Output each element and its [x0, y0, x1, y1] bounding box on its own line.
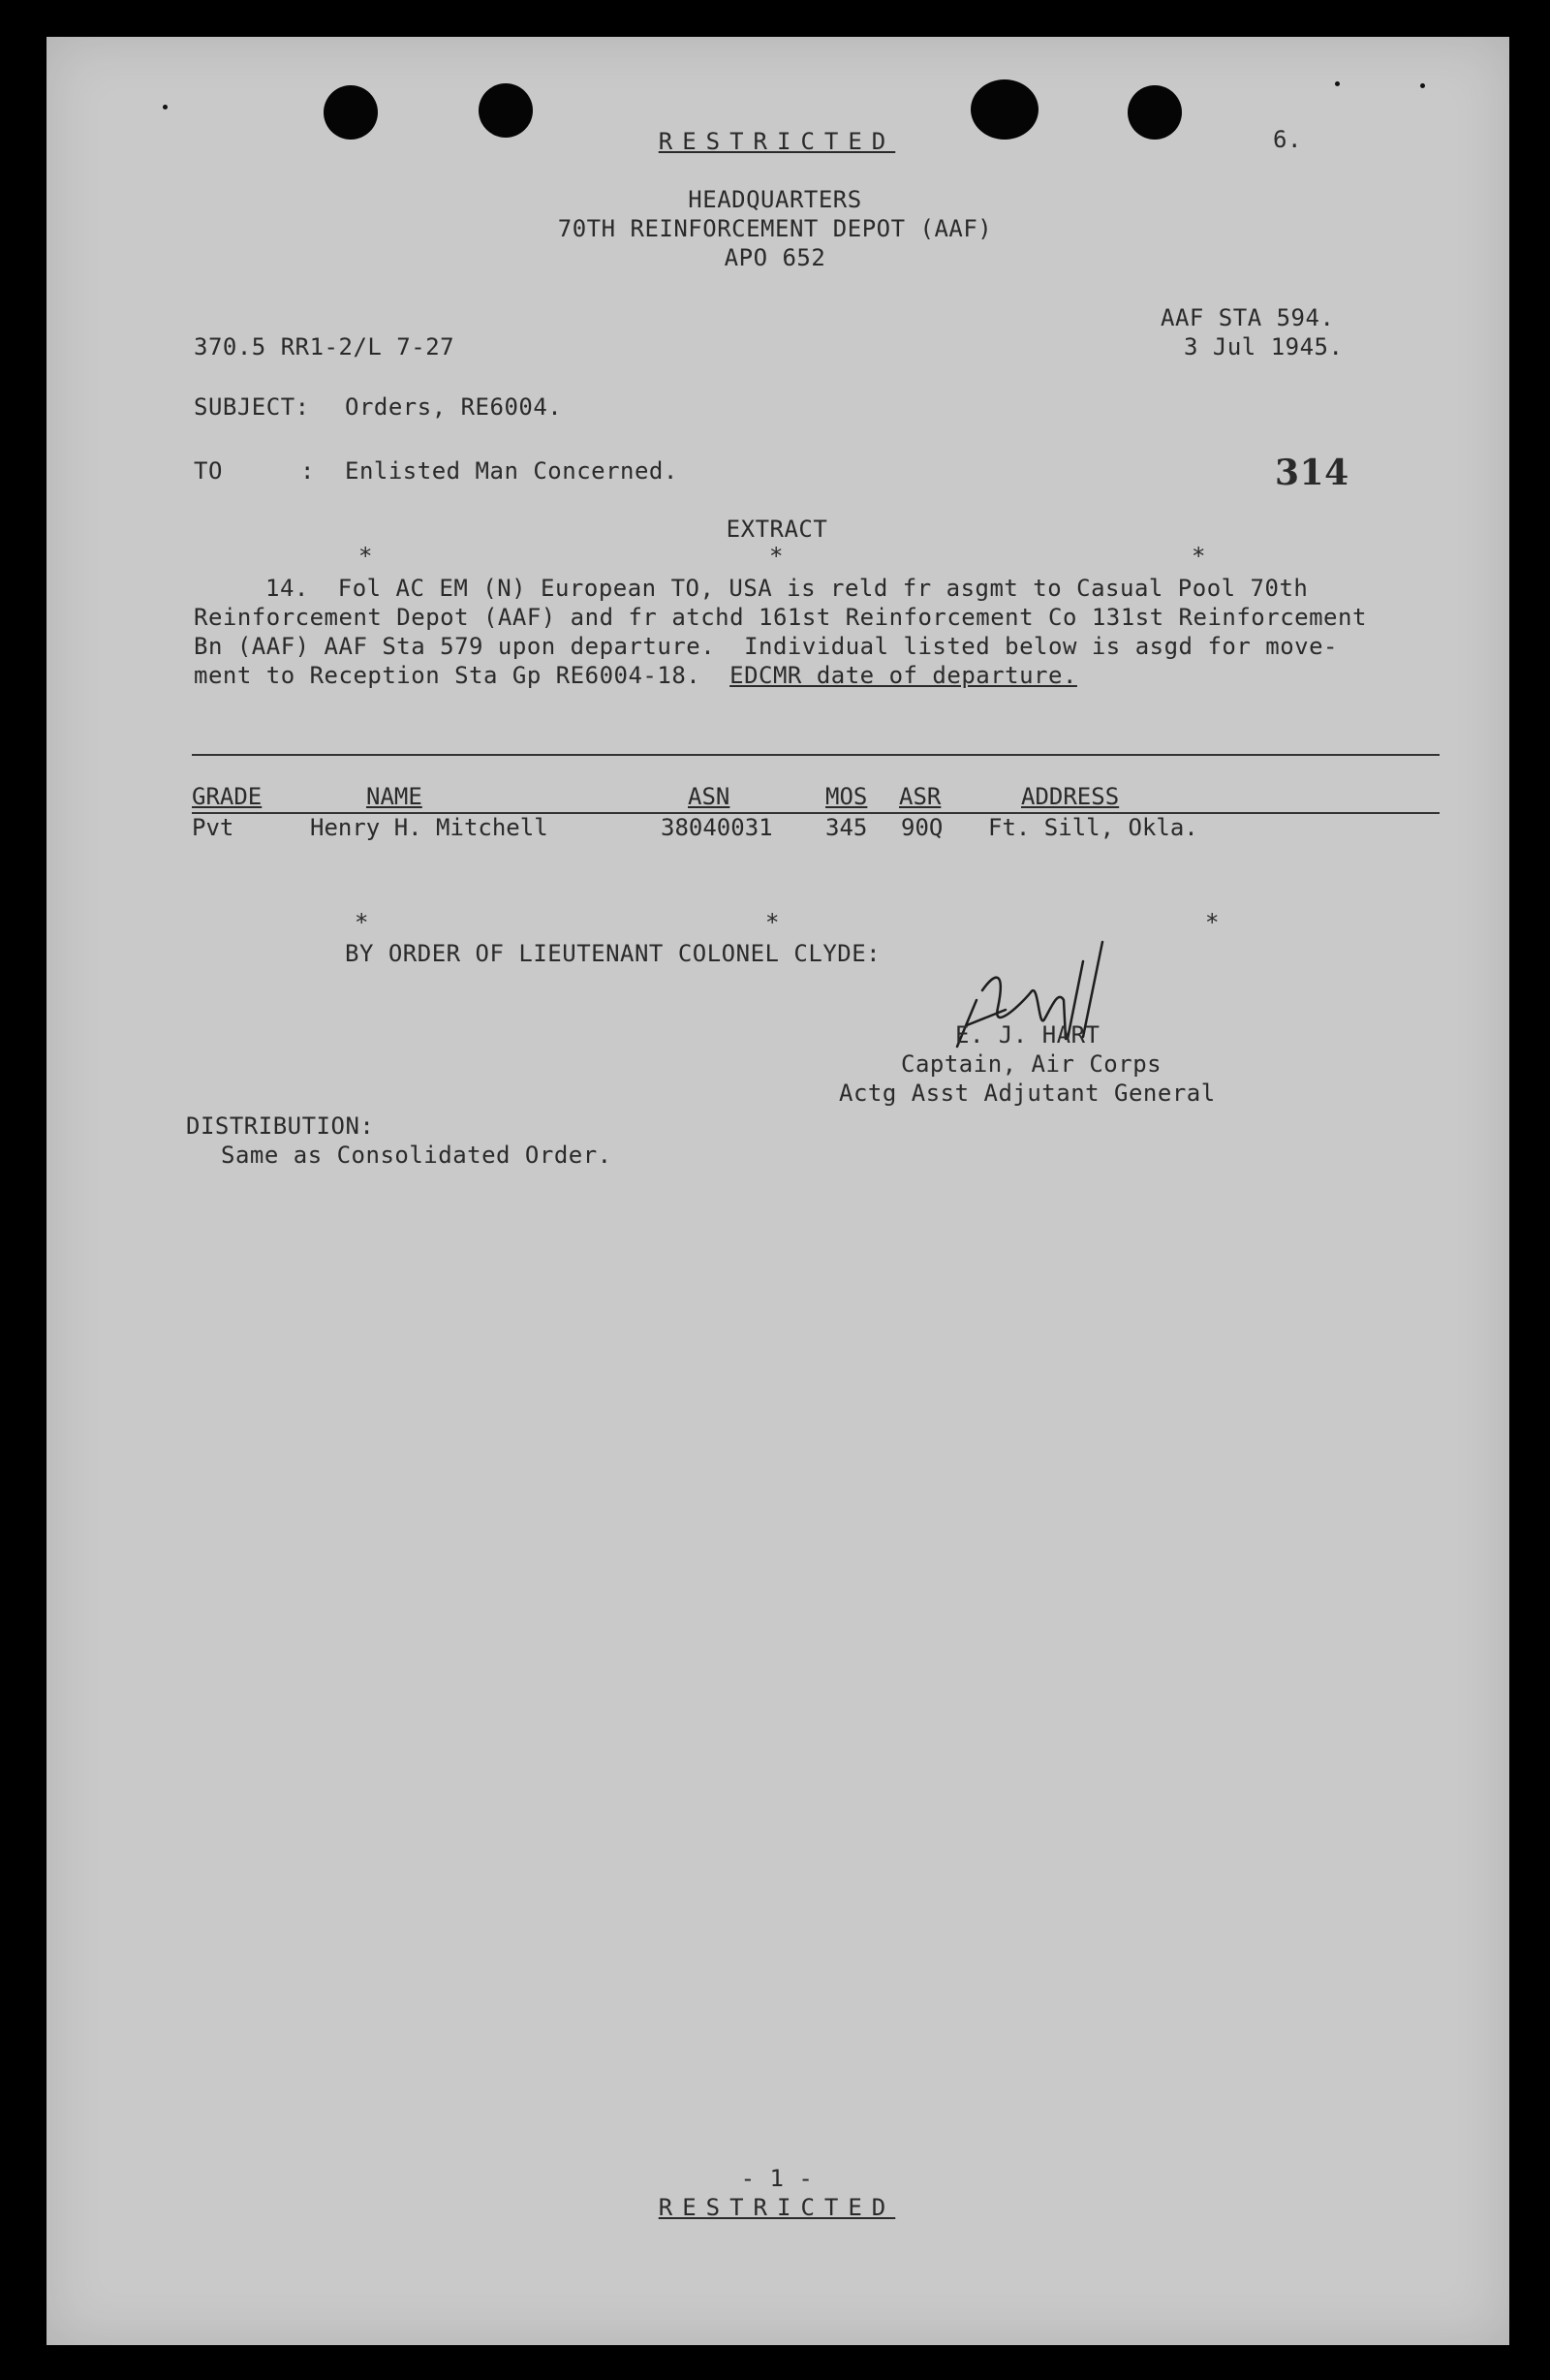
- punch-hole: [324, 85, 378, 140]
- classification-top: RESTRICTED: [658, 128, 896, 155]
- subject-label: SUBJECT:: [194, 393, 310, 421]
- star: *: [358, 543, 373, 570]
- classification-bottom: RESTRICTED: [658, 2194, 896, 2221]
- star: *: [1192, 543, 1206, 570]
- header-grade: GRADE: [192, 783, 263, 810]
- page-number: - 1 -: [740, 2165, 814, 2192]
- row-asn: 38040031: [661, 814, 773, 841]
- signatory-name: E. J. HART: [955, 1021, 1100, 1049]
- by-order-line: BY ORDER OF LIEUTENANT COLONEL CLYDE:: [345, 940, 882, 967]
- extract-label: EXTRACT: [726, 516, 828, 543]
- header-mos: MOS: [825, 783, 868, 810]
- row-name: Henry H. Mitchell: [310, 814, 548, 841]
- ink-speck: [1420, 83, 1425, 88]
- file-reference: 370.5 RR1-2/L 7-27: [194, 333, 455, 360]
- distribution-label: DISTRIBUTION:: [186, 1112, 375, 1140]
- header-name: NAME: [366, 783, 422, 810]
- ink-speck: [1335, 81, 1340, 86]
- ink-speck: [163, 105, 168, 110]
- header-address: ADDRESS: [1021, 783, 1120, 810]
- body-line-4-underlined: EDCMR date of departure.: [729, 662, 1077, 689]
- row-address: Ft. Sill, Okla.: [988, 814, 1198, 841]
- distribution-value: Same as Consolidated Order.: [221, 1142, 612, 1169]
- punch-hole: [971, 79, 1038, 140]
- row-mos: 345: [825, 814, 868, 841]
- body-line-3: Bn (AAF) AAF Sta 579 upon departure. Individual listed below is asgd for move-: [194, 633, 1338, 660]
- header-asn: ASN: [688, 783, 730, 810]
- signatory-title: Actg Asst Adjutant General: [839, 1080, 1216, 1107]
- punch-hole: [479, 83, 533, 138]
- star: *: [765, 909, 780, 936]
- body-line-4: [194, 661, 1453, 690]
- subject-value: Orders, RE6004.: [345, 393, 563, 421]
- row-grade: Pvt: [192, 814, 234, 841]
- org-line-1: HEADQUARTERS: [688, 186, 862, 213]
- row-asr: 90Q: [901, 814, 944, 841]
- body-line-2: Reinforcement Depot (AAF) and fr atchd 161st Reinforcement Co 131st Reinforcement: [194, 604, 1367, 631]
- date: 3 Jul 1945.: [1184, 333, 1344, 360]
- body-line-1: 14. Fol AC EM (N) European TO, USA is reld fr asgmt to Casual Pool 70th: [265, 575, 1309, 602]
- stamp-number: 314: [1275, 453, 1349, 493]
- to-colon: :: [300, 457, 315, 485]
- station: AAF STA 594.: [1161, 304, 1335, 331]
- org-line-3: APO 652: [724, 244, 826, 271]
- to-value: Enlisted Man Concerned.: [345, 457, 678, 485]
- to-label: TO: [194, 457, 223, 485]
- page-mark: 6.: [1273, 126, 1302, 153]
- punch-hole: [1128, 85, 1182, 140]
- roster-table: [192, 783, 1391, 851]
- org-line-2: 70TH REINFORCEMENT DEPOT (AAF): [557, 215, 993, 242]
- star: *: [355, 909, 369, 936]
- star: *: [769, 543, 784, 570]
- header-asr: ASR: [899, 783, 942, 810]
- table-top-rule: [192, 754, 1440, 756]
- document-page: [46, 37, 1509, 2345]
- star: *: [1205, 909, 1220, 936]
- body-line-4-text: ment to Reception Sta Gp RE6004-18.: [194, 662, 730, 689]
- signatory-rank: Captain, Air Corps: [901, 1050, 1162, 1078]
